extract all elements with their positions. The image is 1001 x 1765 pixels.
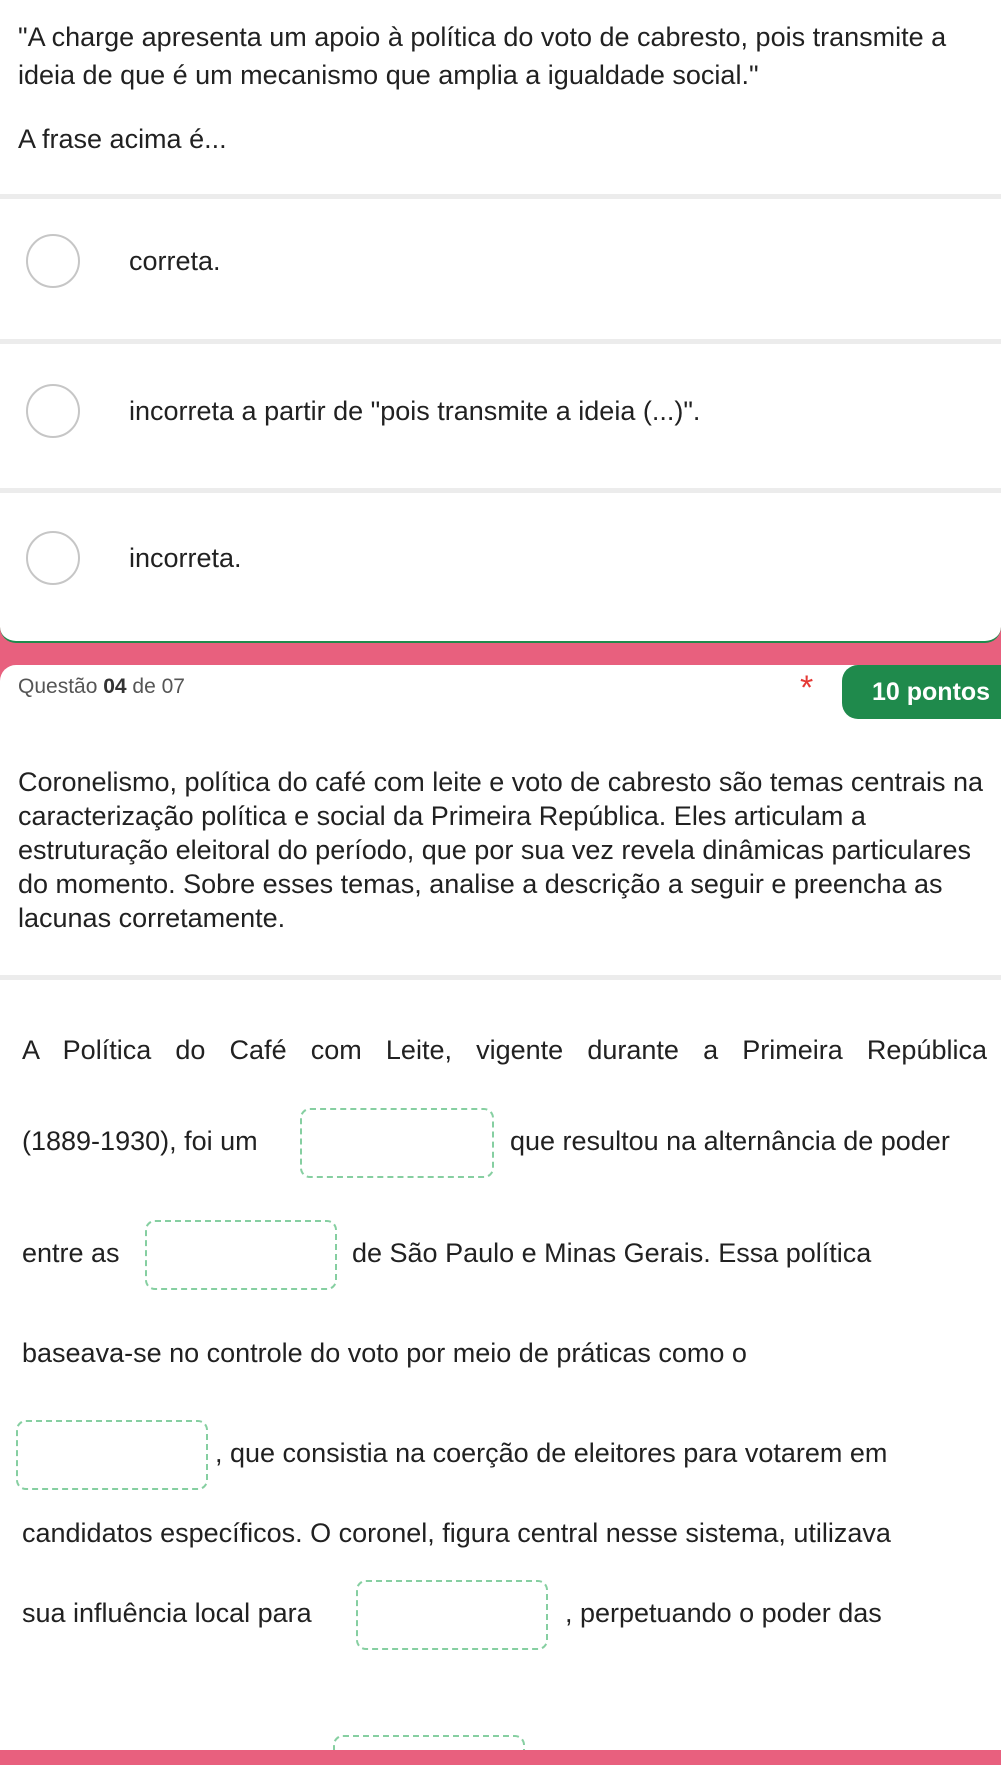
fill-text-line-5: , que consistia na coerção de eleitores para votarem em [215, 1438, 888, 1468]
radio-button[interactable] [26, 384, 80, 438]
required-asterisk-icon: * [800, 669, 814, 707]
fill-text-line-7b: , perpetuando o poder das [565, 1598, 882, 1628]
question-prompt: A frase acima é... [18, 124, 227, 154]
question-number: 04 [103, 675, 127, 698]
blank-input-2[interactable] [145, 1220, 337, 1290]
blank-input-3[interactable] [16, 1420, 208, 1490]
fill-text-line-2a: (1889-1930), foi um [22, 1126, 258, 1156]
question-text: Coronelismo, política do café com leite e voto de cabresto são temas centrais na caracterização política e social da Primeira República. Eles articulam a estruturação eleitoral do período, que por sua vez revela dinâmicas particulares do momento. Sobre esses temas, analise a descrição a seguir e preencha as lacunas corretamente. [18, 767, 983, 933]
question-card [0, 665, 1001, 1750]
divider [0, 975, 1001, 980]
question-counter [18, 675, 185, 699]
option-label: incorreta. [129, 543, 242, 573]
fill-text-line-3a: entre as [22, 1238, 120, 1268]
fill-text-line-6: candidatos específicos. O coronel, figura central nesse sistema, utilizava [22, 1518, 891, 1548]
option-correta[interactable] [0, 199, 1001, 339]
option-label: incorreta a partir de "pois transmite a ideia (...)". [129, 396, 701, 426]
option-incorreta[interactable] [0, 493, 1001, 633]
counter-prefix: Questão [18, 675, 104, 698]
radio-button[interactable] [26, 234, 80, 288]
fill-text-line-7a: sua influência local para [22, 1598, 312, 1628]
fill-text-line-2b: que resultou na alternância de poder [510, 1126, 950, 1156]
question-statement: "A charge apresenta um apoio à política do voto de cabresto, pois transmite a ideia de que é um mecanismo que amplia a igualdade social." [18, 22, 947, 90]
blank-input-5[interactable] [333, 1735, 525, 1750]
fill-text-line-4: baseava-se no controle do voto por meio de práticas como o [22, 1338, 747, 1368]
option-label: correta. [129, 246, 221, 276]
points-badge: 10 pontos [842, 665, 1001, 719]
option-incorreta-parcial[interactable] [0, 344, 1001, 484]
counter-suffix: de 07 [126, 675, 185, 698]
fill-text-line-3b: de São Paulo e Minas Gerais. Essa política [352, 1238, 872, 1268]
radio-button[interactable] [26, 531, 80, 585]
blank-input-4[interactable] [356, 1580, 548, 1650]
fill-text-line-1: A Política do Café com Leite, vigente durante a Primeira República [22, 1035, 987, 1065]
bottom-strip [0, 1750, 1001, 1765]
previous-question-card [0, 0, 1001, 643]
blank-input-1[interactable] [300, 1108, 494, 1178]
